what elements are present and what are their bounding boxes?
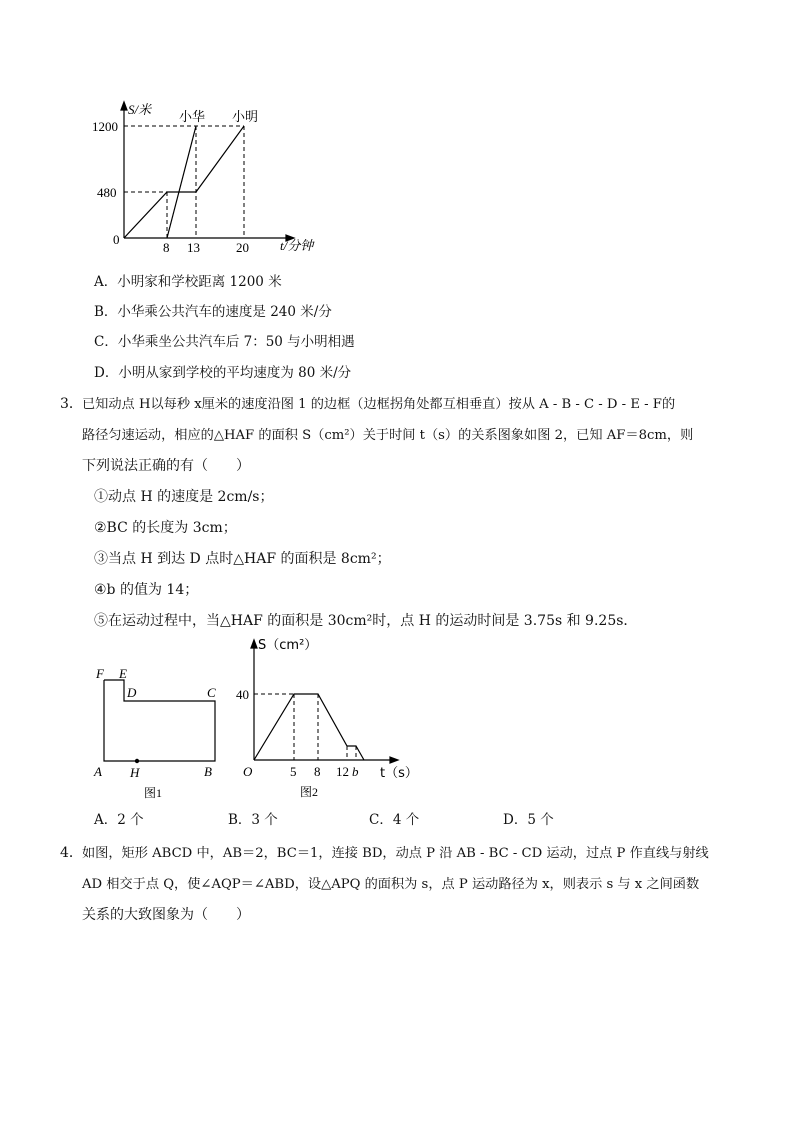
- q3-option-b: B．3 个: [228, 812, 278, 828]
- y-axis-label: S/米: [128, 102, 152, 117]
- q3-statement-4: ④b 的值为 14；: [94, 582, 199, 598]
- figure-1-caption: 图1: [144, 786, 163, 800]
- q4-stem-line3: 关系的大致图象为（ ）: [82, 907, 250, 923]
- label-a: A: [94, 764, 102, 779]
- distance-time-graph: [92, 100, 323, 255]
- xiaoming-line: [124, 126, 244, 238]
- q2-option-a: A．小明家和学校距离 1200 米: [94, 274, 282, 290]
- series-label-xiaohua: 小华: [179, 109, 206, 124]
- q3-statement-1: ①动点 H 的速度是 2cm/s；: [94, 489, 274, 505]
- fig2-origin: O: [243, 764, 253, 779]
- label-b: B: [204, 764, 212, 779]
- x-tick-13: 13: [187, 240, 200, 255]
- area-time-line: [254, 694, 364, 760]
- label-c: C: [207, 685, 216, 700]
- figure-2-caption: 图2: [300, 785, 319, 799]
- fig2-x-tick-8: 8: [314, 764, 321, 779]
- figure-1-frame: [104, 680, 215, 761]
- figure-2: [232, 632, 422, 804]
- x-tick-0: 0: [113, 232, 120, 247]
- q2-option-b: B．小华乘公共汽车的速度是 240 米/分: [94, 304, 332, 320]
- y-tick-1200: 1200: [92, 119, 118, 134]
- point-h-dot: [135, 759, 139, 763]
- label-f: F: [96, 666, 104, 681]
- q4-stem-line2: AD 相交于点 Q，使∠AQP＝∠ABD，设△APQ 的面积为 s，点 P 运动路径为 x，则表示 s 与 x 之间函数: [82, 877, 700, 892]
- q4-stem-line1: 如图，矩形 ABCD 中，AB＝2，BC＝1，连接 BD，动点 P 沿 AB - BC - CD 运动，过点 P 作直线与射线: [82, 846, 709, 861]
- q2-option-d: D．小明从家到学校的平均速度为 80 米/分: [94, 365, 352, 381]
- q2-option-c: C．小华乘坐公共汽车后 7：50 与小明相遇: [94, 334, 355, 350]
- x-tick-8: 8: [163, 240, 170, 255]
- label-d: D: [127, 685, 137, 700]
- q3-stem-line2: 路径匀速运动，相应的△HAF 的面积 S（cm²）关于时间 t（s）的关系图象如图 2，已知 AF＝8cm，则: [82, 428, 694, 443]
- x-axis-label: t/分钟: [280, 238, 314, 253]
- label-e: E: [119, 666, 127, 681]
- series-label-xiaoming: 小明: [232, 109, 259, 124]
- fig2-x-label: t（s）: [380, 766, 418, 781]
- q3-number: 3．: [60, 396, 83, 412]
- q3-stem-line1: 已知动点 H以每秒 x厘米的速度沿图 1 的边框（边框拐角处都互相垂直）按从 A - B - C - D - E - F的: [82, 397, 676, 412]
- fig2-x-tick-b: b: [352, 764, 359, 779]
- q3-statement-5: ⑤在运动过程中，当△HAF 的面积是 30cm²时，点 H 的运动时间是 3.75s 和 9.25s．: [94, 613, 638, 629]
- fig2-x-tick-5: 5: [290, 764, 297, 779]
- q3-statement-3: ③当点 H 到达 D 点时△HAF 的面积是 8cm²；: [94, 551, 391, 567]
- q3-option-d: D．5 个: [503, 812, 554, 828]
- q4-number: 4．: [60, 845, 83, 861]
- figure-1: [90, 665, 230, 805]
- xiaohua-line: [167, 126, 196, 238]
- q3-statement-2: ②BC 的长度为 3cm；: [94, 520, 237, 536]
- label-h: H: [130, 765, 140, 780]
- q3-option-a: A．2 个: [94, 812, 144, 828]
- q3-stem-line3: 下列说法正确的有（ ）: [82, 458, 250, 474]
- x-tick-20: 20: [236, 240, 249, 255]
- q3-option-c: C．4 个: [369, 812, 420, 828]
- fig2-y-label: S（cm²）: [258, 638, 318, 653]
- fig2-x-tick-12: 12: [336, 764, 349, 779]
- y-tick-480: 480: [97, 185, 117, 200]
- fig2-y-tick-40: 40: [236, 687, 249, 702]
